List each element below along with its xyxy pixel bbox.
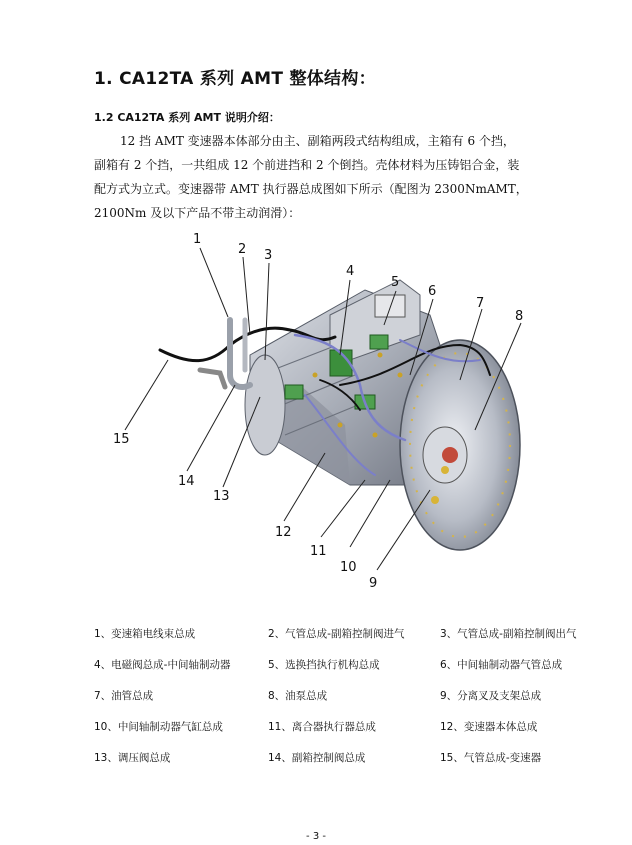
paragraph-line: 配方式为立式。变速器带 AMT 执行器总成图如下所示（配图为 2300NmAMT，: [94, 182, 528, 196]
legend-item: 2、气管总成-副箱控制阀进气: [268, 628, 405, 640]
legend-item: 7、油管总成: [94, 690, 154, 702]
legend-item: 15、气管总成-变速器: [440, 752, 542, 764]
callout-12: 12: [275, 525, 292, 540]
callout-8: 8: [515, 309, 524, 324]
legend-item: 12、变速器本体总成: [440, 721, 538, 733]
paragraph-line: 2100Nm 及以下产品不带主动润滑）：: [94, 206, 301, 220]
paragraph-line: 副箱有 2 个挡，一共组成 12 个前进挡和 2 个倒挡。壳体材料为压铸铝合金，装: [94, 158, 520, 172]
callout-10: 10: [340, 560, 357, 575]
legend-item: 6、中间轴制动器气管总成: [440, 659, 563, 671]
legend-item: 13、调压阀总成: [94, 752, 171, 764]
legend-item: 9、分离叉及支架总成: [440, 690, 542, 702]
legend-item: 11、离合器执行器总成: [268, 721, 376, 733]
legend-item: 10、中间轴制动器气缸总成: [94, 721, 223, 733]
callout-2: 2: [238, 242, 247, 257]
callout-4: 4: [346, 264, 355, 279]
callout-15: 15: [113, 432, 130, 447]
callout-14: 14: [178, 474, 195, 489]
legend-item: 8、油泵总成: [268, 690, 328, 702]
bell-housing: [400, 340, 520, 550]
section-subheading: 1.2 CA12TA 系列 AMT 说明介绍：: [94, 111, 280, 124]
callout-13: 13: [213, 489, 230, 504]
callout-5: 5: [391, 275, 400, 290]
legend-item: 14、副箱控制阀总成: [268, 752, 366, 764]
paragraph-line: 12 挡 AMT 变速器本体部分由主、副箱两段式结构组成，主箱有 6 个挡，: [120, 134, 515, 148]
legend-item: 3、气管总成-副箱控制阀出气: [440, 628, 577, 640]
legend-item: 1、变速箱电线束总成: [94, 628, 196, 640]
page-heading: 1. CA12TA 系列 AMT 整体结构：: [94, 69, 376, 89]
legend-item: 5、选换挡执行机构总成: [268, 659, 380, 671]
callout-7: 7: [476, 296, 485, 311]
amt-transmission-illustration: [100, 225, 550, 595]
callout-9: 9: [369, 576, 378, 591]
callout-1: 1: [193, 232, 202, 247]
callout-6: 6: [428, 284, 437, 299]
legend-item: 4、电磁阀总成-中间轴制动器: [94, 659, 231, 671]
callout-3: 3: [264, 248, 273, 263]
intro-paragraph: [94, 129, 544, 225]
callout-11: 11: [310, 544, 327, 559]
page-number: - 3 -: [306, 831, 326, 842]
